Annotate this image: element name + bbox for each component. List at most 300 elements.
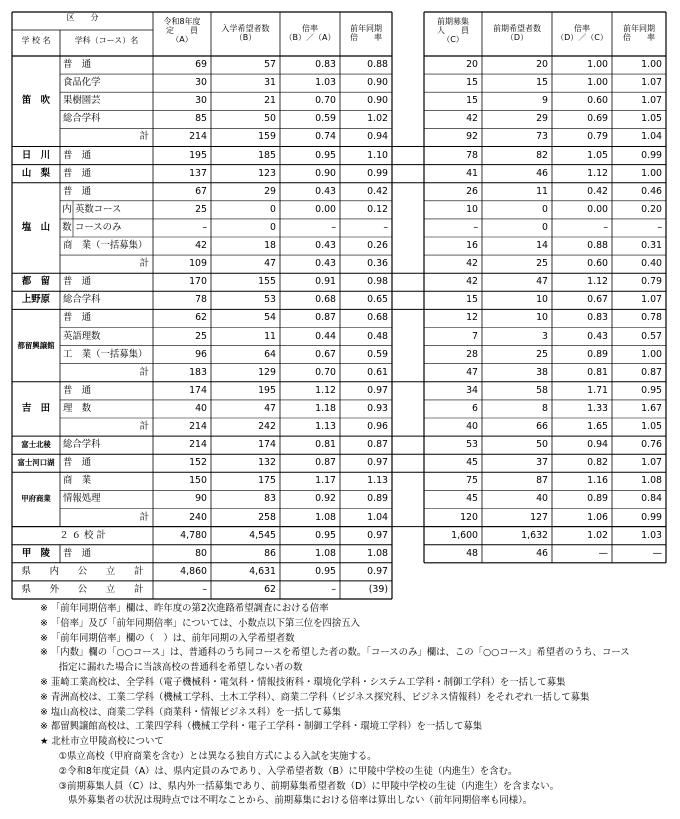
applicants-cell: 62 [264,583,276,595]
header-school: 学 校 名 [21,36,51,45]
capacity-cell: 214 [189,439,207,451]
early-ratio-cell: 1.16 [587,475,608,487]
early-prev-ratio-cell: 0.99 [641,149,662,161]
applicants-cell: 50 [264,113,276,125]
school-name: 吉 田 [21,402,51,414]
applicants-cell: 53 [264,294,276,306]
school-name: 都留興譲館 [17,340,55,350]
ratio-cell: 0.43 [315,185,336,197]
header-early-capacity: 前期募集 人 員 （C） [437,17,469,44]
course-name: 総合学科 [63,439,101,451]
note-line: ※ 「前年同期倍率」欄は、昨年度の第2次進路希望調査における倍率 [40,603,329,614]
early-applicants-cell: 46 [536,167,548,179]
early-capacity-cell: 16 [466,240,478,251]
ratio-cell: 1.17 [315,475,336,487]
early-prev-ratio-cell: 1.03 [641,529,662,541]
ratio-cell: 0.91 [315,276,336,288]
capacity-cell: 30 [195,77,207,89]
early-applicants-cell: 15 [536,77,548,89]
applicants-cell: 0 [270,221,276,233]
applicants-cell: 129 [258,366,276,378]
applicants-cell: 0 [270,203,276,215]
early-capacity-cell: 92 [466,131,478,143]
early-prev-ratio-cell: — [652,547,662,559]
prev-ratio-cell: 0.97 [367,457,388,469]
early-ratio-cell: — [598,547,608,559]
ratio-cell: 0.70 [315,366,336,378]
early-ratio-cell: 0.81 [587,366,608,378]
early-capacity-cell: 15 [466,77,478,89]
early-prev-ratio-cell: 1.08 [641,475,662,487]
early-ratio-cell: 1.33 [587,402,608,414]
early-prev-ratio-cell: 1.00 [641,59,662,70]
note-line: ①県立高校（甲府商業を含む）とは異なる独自方式による入試を実施する。 [40,751,377,762]
early-prev-ratio-cell: 0.46 [641,185,662,197]
early-capacity-cell: 45 [466,493,478,505]
early-capacity-cell: 42 [466,276,478,288]
header-course: 学科（コース）名 [74,36,139,45]
early-applicants-cell: 40 [536,493,548,505]
capacity-cell: 42 [195,240,207,251]
ratio-cell: 0.43 [315,240,336,251]
early-prev-ratio-cell: 1.00 [641,348,662,360]
capacity-cell: 152 [189,457,207,469]
ratio-cell: 1.13 [315,421,336,432]
early-ratio-cell: 1.05 [587,149,608,161]
early-ratio-cell: 1.65 [587,421,608,432]
capacity-cell: 96 [195,348,207,360]
ratio-cell: – [331,221,336,233]
summary-label: 県 外 公 立 計 [21,583,144,595]
capacity-cell: 85 [195,113,207,125]
early-capacity-cell: 15 [466,294,478,306]
capacity-cell: 4,780 [180,529,207,541]
ratio-cell: 0.59 [315,113,336,125]
early-prev-ratio-cell: 0.40 [641,258,662,270]
early-prev-ratio-cell: 1.07 [641,95,662,107]
prev-ratio-cell: 0.68 [367,312,388,324]
capacity-cell: 150 [189,475,207,487]
ratio-cell: 0.95 [315,529,336,541]
early-applicants-cell: 66 [536,421,548,432]
early-ratio-cell: 1.12 [587,276,608,288]
applicants-cell: 47 [264,402,276,414]
early-ratio-cell: 1.71 [587,384,608,396]
prev-ratio-cell: 0.90 [367,95,388,107]
early-applicants-cell: 25 [536,258,548,270]
early-ratio-cell: 0.42 [587,185,608,197]
note-line: ※ 青洲高校は、工業二学科（機械工学科、土木工学科）、商業二学科（ビジネス探究科、ビジネス情報科）をそれぞれ一括して募集 [40,691,590,703]
early-applicants-cell: 82 [536,149,548,161]
summary-label: 県 内 公 立 計 [21,565,144,577]
ratio-cell: 0.90 [315,167,336,179]
school-name: 日 川 [21,149,51,161]
early-prev-ratio-cell: 1.67 [641,402,662,414]
early-applicants-cell: 10 [536,312,548,324]
ratio-cell: 0.87 [315,312,336,324]
early-capacity-cell: 26 [466,185,478,197]
prev-ratio-cell: 0.93 [367,402,388,414]
early-ratio-cell: 1.06 [587,511,608,523]
early-ratio-cell: 0.60 [587,95,608,107]
ratio-cell: 0.67 [315,348,336,360]
school-name: 笛 吹 [21,95,51,107]
early-applicants-cell: 0 [542,203,548,215]
header-early-ratio: 倍率 （D）／（C） [556,24,608,42]
applicants-cell: 242 [258,421,276,432]
early-capacity-cell: 48 [466,547,478,559]
applicants-cell: 57 [264,59,276,70]
ratio-cell: 0.00 [315,203,336,215]
subtotal-label: 計 [139,131,149,143]
applicants-cell: 21 [264,95,276,107]
capacity-cell: 67 [195,185,207,197]
applicants-cell: 47 [264,258,276,270]
applicants-cell: 64 [264,348,276,360]
inner-count-label: 内 [62,203,72,215]
prev-ratio-cell: 0.99 [367,167,388,179]
prev-ratio-cell: 0.12 [367,203,388,215]
early-applicants-cell: 11 [536,185,548,197]
early-capacity-cell: 120 [460,511,478,523]
course-name: 総合学科 [63,294,101,306]
prev-ratio-cell: 1.04 [367,511,388,523]
early-ratio-cell: 0.00 [587,203,608,215]
applicants-cell: 175 [258,475,276,487]
prev-ratio-cell: (39) [368,583,388,595]
early-ratio-cell: 0.82 [587,457,608,469]
capacity-cell: 170 [189,276,207,288]
ratio-cell: 0.70 [315,95,336,107]
prev-ratio-cell: 0.42 [367,185,388,197]
header-prev-ratio: 前年同期 倍 率 [350,24,382,42]
school-name: 都 留 [21,276,51,288]
capacity-cell: 214 [189,131,207,143]
early-prev-ratio-cell: 0.20 [641,203,662,215]
applicants-cell: 159 [258,131,276,143]
note-line: 指定に漏れた場合に当該高校の普通科を希望しない者の数 [40,662,303,674]
early-capacity-cell: 42 [466,113,478,125]
early-applicants-cell: 25 [536,348,548,360]
ratio-cell: 0.43 [315,258,336,270]
course-name: 普 通 [63,167,92,179]
course-name: 普 通 [63,149,92,161]
prev-ratio-cell: 1.10 [367,149,388,161]
ratio-cell: 0.95 [315,149,336,161]
applicants-cell: 123 [258,167,276,179]
applicants-cell: 18 [264,240,276,251]
capacity-cell: 78 [195,294,207,306]
applicants-cell: 83 [264,493,276,505]
prev-ratio-cell: 0.98 [367,276,388,288]
course-name: 普 通 [63,457,92,469]
prev-ratio-cell: 0.88 [367,59,388,70]
capacity-cell: 80 [195,547,207,559]
early-applicants-cell: 73 [536,131,548,143]
prev-ratio-cell: 1.13 [367,475,388,487]
early-capacity-cell: 28 [466,348,478,360]
capacity-cell: 240 [189,511,207,523]
early-capacity-cell: 10 [466,203,478,215]
note-line: ★ 北杜市立甲陵高校について [40,736,164,748]
applicants-cell: 29 [264,185,276,197]
course-name: 英語理数 [63,330,101,342]
course-name: 商 業（一括募集） [63,240,148,251]
early-prev-ratio-cell: 0.87 [641,366,662,378]
ratio-cell: 0.81 [315,439,336,451]
applicants-cell: 132 [258,457,276,469]
early-applicants-cell: 50 [536,439,548,451]
early-capacity-cell: 20 [466,59,478,70]
course-name: 普 通 [63,547,92,559]
ratio-cell: – [331,583,336,595]
prev-ratio-cell: 0.96 [367,421,388,432]
early-applicants-cell: 1,632 [521,529,548,541]
prev-ratio-cell: 0.48 [367,330,388,342]
early-capacity-cell: 34 [466,384,478,396]
inner-count-label: 数 [62,221,72,233]
early-prev-ratio-cell: 0.78 [641,312,662,324]
early-prev-ratio-cell: 1.05 [641,113,662,125]
early-capacity-cell: 45 [466,457,478,469]
prev-ratio-cell: – [383,221,388,233]
early-prev-ratio-cell: 1.04 [641,131,662,143]
ratio-cell: 0.83 [315,59,336,70]
subtotal-label: 計 [139,258,149,270]
capacity-cell: 174 [189,384,207,396]
early-applicants-cell: 29 [536,113,548,125]
early-ratio-cell: 1.00 [587,77,608,89]
early-prev-ratio-cell: 0.79 [641,276,662,288]
early-ratio-cell: 0.60 [587,258,608,270]
early-applicants-cell: 0 [542,221,548,233]
early-ratio-cell: 1.02 [587,529,608,541]
school-name: 山 梨 [21,167,51,179]
prev-ratio-cell: 0.26 [367,240,388,251]
course-name: 商 業 [63,475,92,487]
ratio-cell: 1.03 [315,77,336,89]
capacity-cell: – [202,583,207,595]
capacity-cell: 195 [189,149,207,161]
early-capacity-cell: 7 [472,330,478,342]
early-applicants-cell: 8 [542,402,548,414]
early-applicants-cell: 47 [536,276,548,288]
capacity-cell: – [202,221,207,233]
early-applicants-cell: 38 [536,366,548,378]
early-applicants-cell: 58 [536,384,548,396]
note-line: ※ 「内数」欄の「○○コース」は、普通科のうち同コースを希望した者の数。「コースのみ」欄は、この「○○コース」希望者のうち、コース [40,647,630,659]
early-prev-ratio-cell: 0.31 [641,240,662,251]
header-ratio: 倍率 （B）／（A） [284,24,336,42]
note-line: ②令和8年度定員（A）は、県内定員のみであり、入学希望者数（B）に甲陵中学校の生徒（内進生）を含む。 [40,765,518,777]
early-prev-ratio-cell: 0.57 [641,330,662,342]
early-prev-ratio-cell: 1.00 [641,167,662,179]
applicants-cell: 185 [258,149,276,161]
applicants-cell: 31 [264,77,276,89]
course-name: 英数コース [75,203,122,215]
course-name: コースのみ [75,221,122,233]
capacity-cell: 69 [195,59,207,70]
capacity-cell: 30 [195,95,207,107]
note-line: ③前期募集人員（C）は、県内外一括募集であり、前期募集希望者数（D）に甲陵中学校の生徒（内進生）を含まない。 [40,780,560,792]
school-name: 塩 山 [21,221,51,233]
course-name: 普 通 [63,384,92,396]
header-early-applicants: 前期希望者数 （D） [493,24,541,42]
early-applicants-cell: 127 [530,511,548,523]
header-applicants: 入学希望者数 （B） [221,24,270,42]
ratio-cell: 0.92 [315,493,336,505]
course-name: 総合学科 [63,113,101,125]
ratio-cell: 0.44 [315,330,336,342]
course-name: 普 通 [63,59,92,70]
note-line: ※ 韮崎工業高校は、全学科（電子機械科・電気科・情報技術科・環境化学科・システム工学科・制御工学科）を一括して募集 [40,677,566,688]
capacity-cell: 4,860 [180,565,207,577]
applicants-cell: 258 [258,511,276,523]
ratio-cell: 0.95 [315,565,336,577]
early-prev-ratio-cell: 0.76 [641,439,662,451]
early-ratio-cell: 0.67 [587,294,608,306]
prev-ratio-cell: 1.02 [367,113,388,125]
prev-ratio-cell: 1.08 [367,547,388,559]
capacity-cell: 62 [195,312,207,324]
early-prev-ratio-cell: 1.07 [641,457,662,469]
capacity-cell: 25 [195,203,207,215]
prev-ratio-cell: 0.36 [367,258,388,270]
capacity-cell: 90 [195,493,207,505]
summary-label: ２ ６ 校 計 [59,529,106,541]
early-ratio-cell: 1.12 [587,167,608,179]
applicants-cell: 155 [258,276,276,288]
course-name: 果樹園芸 [63,95,101,107]
prev-ratio-cell: 0.97 [367,529,388,541]
course-name: 工 業（一括募集） [63,348,148,360]
applicants-cell: 195 [258,384,276,396]
early-prev-ratio-cell: 1.07 [641,294,662,306]
early-ratio-cell: 0.69 [587,113,608,125]
applicants-cell: 54 [264,312,276,324]
ratio-cell: 1.08 [315,547,336,559]
applicants-cell: 4,631 [249,565,276,577]
early-ratio-cell: 0.94 [587,439,608,451]
course-name: 食品化学 [63,77,101,89]
applicants-cell: 11 [264,330,276,342]
prev-ratio-cell: 0.59 [367,348,388,360]
prev-ratio-cell: 0.89 [367,493,388,505]
header-capacity: 令和8年度 定 員 （A） [163,17,201,44]
early-prev-ratio-cell: – [657,221,662,233]
capacity-cell: 109 [189,258,207,270]
subtotal-label: 計 [139,511,149,523]
school-name: 富士北稜 [21,440,51,450]
note-line: ※ 都留興譲館高校は、工業四学科（機械工学科・電子工学科・制御工学科・環境工学科）を一括して募集 [40,721,483,733]
course-name: 普 通 [63,312,92,324]
capacity-cell: 183 [189,366,207,378]
early-ratio-cell: 0.89 [587,493,608,505]
early-prev-ratio-cell: 0.84 [641,493,662,505]
note-line: ※ 塩山高校は、商業二学科（商業科・情報ビジネス科）を一括して募集 [40,706,342,718]
subtotal-label: 計 [139,366,149,378]
early-applicants-cell: 37 [536,457,548,469]
prev-ratio-cell: 0.94 [367,131,388,143]
header-kubun: 区 分 [66,13,99,22]
prev-ratio-cell: 0.87 [367,439,388,451]
early-capacity-cell: 53 [466,439,478,451]
ratio-cell: 1.12 [315,384,336,396]
ratio-cell: 0.87 [315,457,336,469]
early-applicants-cell: 10 [536,294,548,306]
capacity-cell: 25 [195,330,207,342]
school-name: 富士河口湖 [17,458,55,468]
early-prev-ratio-cell: 1.07 [641,77,662,89]
school-name: 甲 陵 [21,547,51,559]
applicants-cell: 174 [258,439,276,451]
early-ratio-cell: 1.00 [587,59,608,70]
early-capacity-cell: 1,600 [451,529,478,541]
early-capacity-cell: 42 [466,258,478,270]
header-early-prev-ratio: 前年同期 倍 率 [623,24,655,42]
prev-ratio-cell: 0.90 [367,77,388,89]
early-ratio-cell: 0.79 [587,131,608,143]
school-name: 上野原 [21,294,51,306]
applicants-cell: 86 [264,547,276,559]
early-applicants-cell: 46 [536,547,548,559]
early-prev-ratio-cell: 0.99 [641,511,662,523]
early-capacity-cell: – [473,221,478,233]
prev-ratio-cell: 0.65 [367,294,388,306]
subtotal-label: 計 [139,421,149,432]
applicants-cell: 4,545 [249,529,276,541]
early-prev-ratio-cell: 1.05 [641,421,662,432]
early-capacity-cell: 41 [466,167,478,179]
course-name: 普 通 [63,185,92,197]
ratio-cell: 1.18 [315,402,336,414]
ratio-cell: 0.74 [315,131,336,143]
course-name: 情報処理 [63,493,101,505]
prev-ratio-cell: 0.97 [367,565,388,577]
early-ratio-cell: 0.89 [587,348,608,360]
early-ratio-cell: – [603,221,608,233]
course-name: 理 数 [63,402,92,414]
early-capacity-cell: 12 [466,312,478,324]
early-capacity-cell: 15 [466,95,478,107]
early-capacity-cell: 40 [466,421,478,432]
course-name: 普 通 [63,276,92,288]
early-capacity-cell: 47 [466,366,478,378]
early-applicants-cell: 87 [536,475,548,487]
capacity-cell: 40 [195,402,207,414]
early-applicants-cell: 20 [536,59,548,70]
prev-ratio-cell: 0.97 [367,384,388,396]
early-prev-ratio-cell: 0.95 [641,384,662,396]
early-applicants-cell: 3 [542,330,548,342]
early-applicants-cell: 9 [542,95,548,107]
early-capacity-cell: 6 [472,402,478,414]
early-ratio-cell: 0.43 [587,330,608,342]
early-ratio-cell: 0.83 [587,312,608,324]
capacity-cell: 214 [189,421,207,432]
school-name: 甲府商業 [21,494,51,504]
ratio-cell: 0.68 [315,294,336,306]
ratio-cell: 1.08 [315,511,336,523]
early-capacity-cell: 75 [466,475,478,487]
note-line: ※ 「前年同期倍率」欄の（ ）は、前年同期の入学希望者数 [40,632,295,644]
note-line: ※ 「倍率」及び「前年同期倍率」については、小数点以下第三位を四捨五入 [40,617,361,629]
prev-ratio-cell: 0.61 [367,366,388,378]
capacity-cell: 137 [189,167,207,179]
early-capacity-cell: 78 [466,149,478,161]
early-ratio-cell: 0.88 [587,240,608,251]
early-applicants-cell: 14 [536,240,548,251]
